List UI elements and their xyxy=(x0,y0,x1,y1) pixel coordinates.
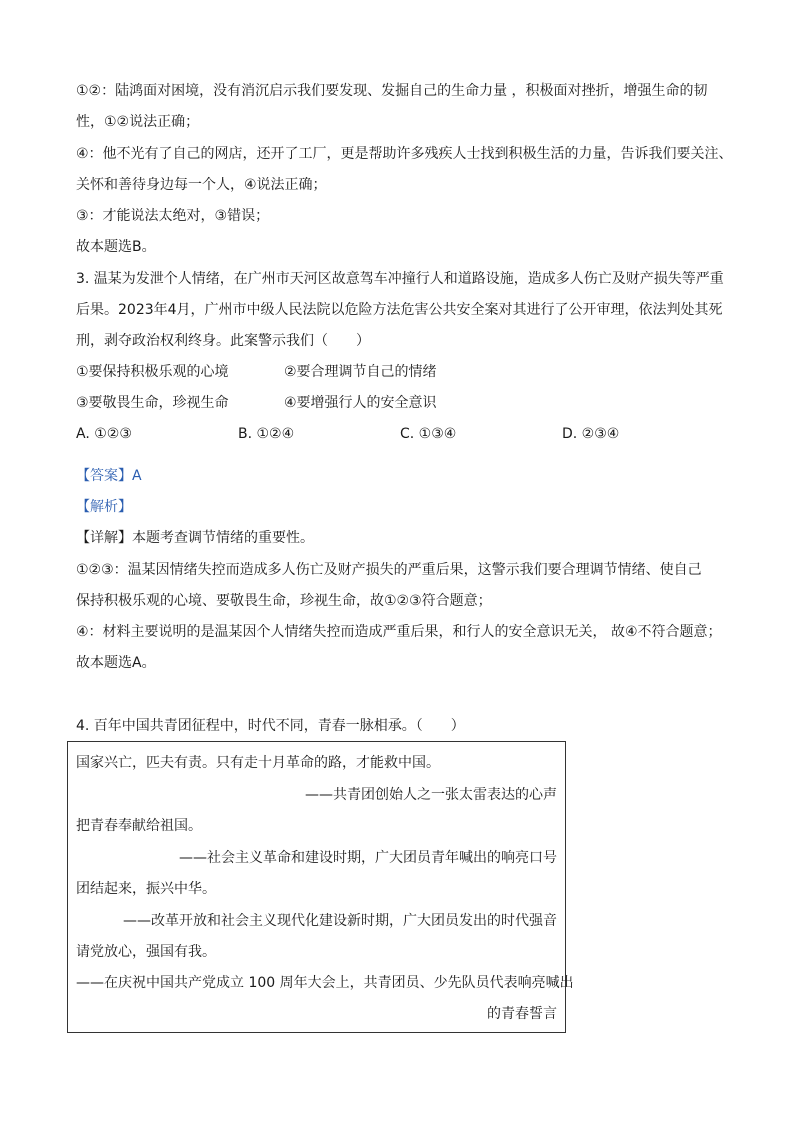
q3-item-2: ②要合理调节自己的情绪 xyxy=(284,364,437,380)
q4-source-3: ——改革开放和社会主义现代化建设新时期，广大团员发出的时代强音 xyxy=(123,913,557,929)
q2-analysis-line-4: 关怀和善待身边每一个人，④说法正确； xyxy=(76,177,327,193)
q2-analysis-line-1: ①②：陆鸿面对困境，没有消沉启示我们要发现、发掘自己的生命力量 ，积极面对挫折，增强生命的韧 xyxy=(76,83,708,99)
q4-source-2: ——社会主义革命和建设时期，广大团员青年喊出的响亮口号 xyxy=(179,850,557,866)
q3-choice-b: B. ①②④ xyxy=(238,426,295,442)
q3-item-1: ①要保持积极乐观的心境 xyxy=(76,364,229,380)
q3-stem-line-1: 3. 温某为发泄个人情绪，在广州市天河区故意驾车冲撞行人和道路设施，造成多人伤亡及财产损失等严重 xyxy=(76,271,724,287)
q2-analysis-line-5: ③：才能说法太绝对，③错误； xyxy=(76,208,270,224)
q2-analysis-line-3: ④：他不光有了自己的网店，还开了工厂，更是帮助许多残疾人士找到积极生活的力量，告诉我们要关注、 xyxy=(76,146,733,162)
q3-item-4: ④要增强行人的安全意识 xyxy=(284,395,437,411)
q4-source-1: ——共青团创始人之一张太雷表达的心声 xyxy=(305,787,557,803)
q2-answer-line: 故本题选B。 xyxy=(76,239,156,255)
q4-quote-4: 请党放心，强国有我。 xyxy=(76,944,216,960)
q4-source-4-line-1: ——在庆祝中国共产党成立 100 周年大会上，共青团员、少先队员代表响亮喊出 xyxy=(76,975,574,991)
q3-detail-line: 【详解】本题考查调节情绪的重要性。 xyxy=(76,530,314,546)
q4-source-4-line-2: 的青春誓言 xyxy=(487,1006,557,1022)
q3-stem-line-3: 刑，剥夺政治权利终身。此案警示我们（ ） xyxy=(76,333,370,349)
q3-answer-label: 【答案】A xyxy=(76,468,142,484)
q4-quote-box xyxy=(67,741,574,1033)
q4-quote-3: 团结起来，振兴中华。 xyxy=(76,881,216,897)
q3-explanation-line-1: ①②③：温某因情绪失控而造成多人伤亡及财产损失的严重后果，这警示我们要合理调节情绪、使自己 xyxy=(76,562,702,578)
q4-quote-1: 国家兴亡，匹夫有责。只有走十月革命的路，才能救中国。 xyxy=(76,755,440,771)
q3-choice-a: A. ①②③ xyxy=(76,426,132,442)
q3-explanation-line-3: ④：材料主要说明的是温某因个人情绪失控而造成严重后果，和行人的安全意识无关， 故④不符合题意； xyxy=(76,624,722,640)
q3-explanation-line-2: 保持积极乐观的心境、要敬畏生命，珍视生命，故①②③符合题意； xyxy=(76,593,492,609)
q3-explanation-line-4: 故本题选A。 xyxy=(76,655,156,671)
q2-analysis-line-2: 性，①②说法正确； xyxy=(76,114,200,130)
q3-analysis-label: 【解析】 xyxy=(76,499,132,515)
q3-choice-c: C. ①③④ xyxy=(400,426,457,442)
q4-quote-2: 把青春奉献给祖国。 xyxy=(76,818,202,834)
q3-choice-d: D. ②③④ xyxy=(562,426,620,442)
q3-item-3: ③要敬畏生命，珍视生命 xyxy=(76,395,229,411)
q4-stem: 4. 百年中国共青团征程中，时代不同，青春一脉相承。（ ） xyxy=(76,718,465,734)
q3-stem-line-2: 后果。2023年4月，广州市中级人民法院以危险方法危害公共安全案对其进行了公开审理，依法判处其死 xyxy=(76,302,723,318)
